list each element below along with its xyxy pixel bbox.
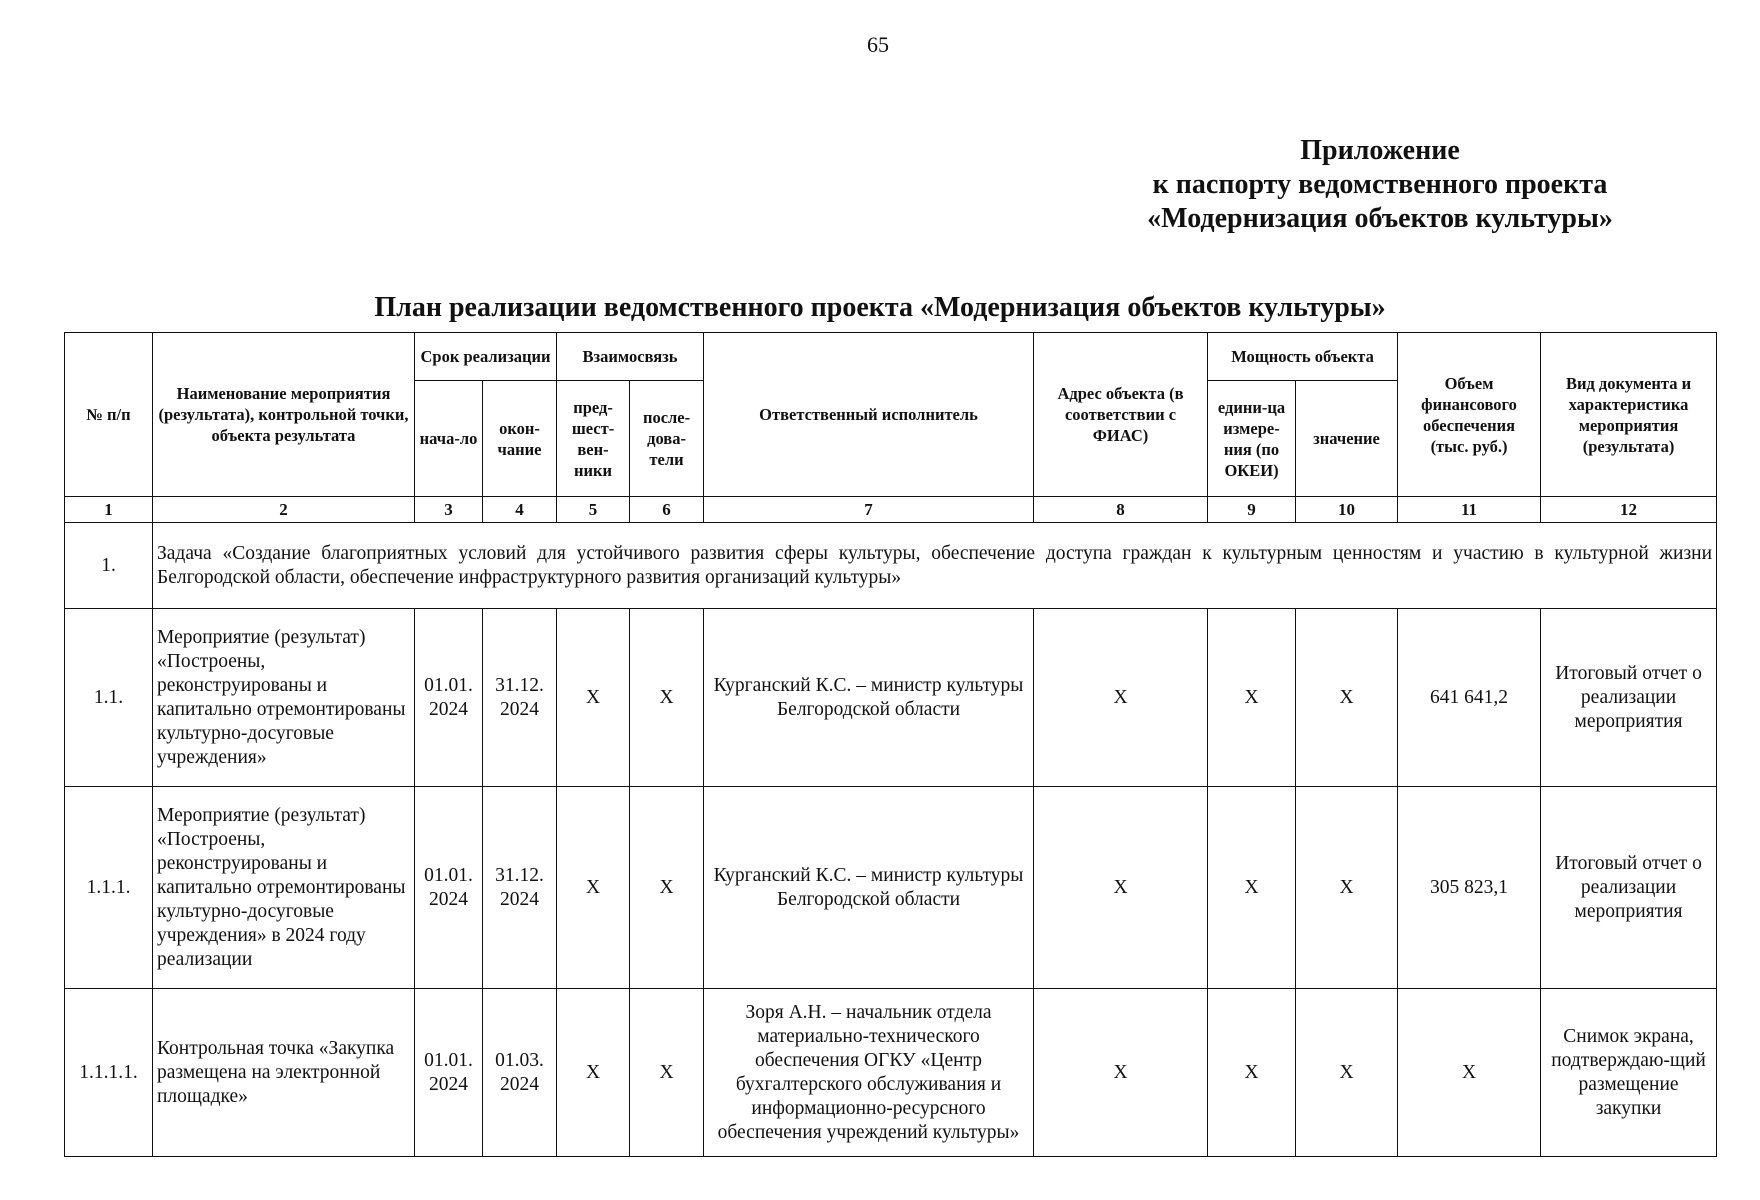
row-name: Мероприятие (результат) «Построены, реконструированы и капитально отремонтированы культурно-досуговые учреждения» — [153, 609, 415, 787]
row-start: 01.01. 2024 — [415, 609, 483, 787]
header-link: Взаимосвязь — [557, 333, 704, 381]
plan-title: План реализации ведомственного проекта «Модернизация объектов культуры» — [374, 292, 1386, 323]
column-number: 10 — [1296, 497, 1398, 523]
table-row — [65, 787, 1717, 989]
row-value: X — [1296, 989, 1398, 1157]
header-address: Адрес объекта (в соответствии с ФИАС) — [1034, 333, 1208, 497]
row-start: 01.01. 2024 — [415, 989, 483, 1157]
task-text: Задача «Создание благоприятных условий для устойчивого развития сферы культуры, обеспечение доступа граждан к культурным ценностям и участию в культурной жизни Белгородской области, обеспечение инфраструктурного развития организаций культуры» — [153, 523, 1717, 609]
row-doc: Итоговый отчет о реализации мероприятия — [1541, 609, 1717, 787]
header-period: Срок реализации — [415, 333, 557, 381]
row-succ: X — [630, 787, 704, 989]
table-row — [65, 609, 1717, 787]
column-number: 7 — [704, 497, 1034, 523]
row-num: 1.1.1. — [65, 787, 153, 989]
header-pred: пред-шест-вен-ники — [557, 381, 630, 497]
column-number: 9 — [1208, 497, 1296, 523]
row-name: Мероприятие (результат) «Построены, реконструированы и капитально отремонтированы культурно-досуговые учреждения» в 2024 году реализации — [153, 787, 415, 989]
plan-table — [64, 332, 1717, 1157]
header-executor: Ответственный исполнитель — [704, 333, 1034, 497]
row-unit: X — [1208, 609, 1296, 787]
row-doc: Итоговый отчет о реализации мероприятия — [1541, 787, 1717, 989]
column-number: 11 — [1398, 497, 1541, 523]
row-value: X — [1296, 787, 1398, 989]
table-header-row — [65, 333, 1717, 381]
header-start: нача-ло — [415, 381, 483, 497]
row-value: X — [1296, 609, 1398, 787]
row-funding: 641 641,2 — [1398, 609, 1541, 787]
row-end: 31.12. 2024 — [483, 609, 557, 787]
row-num: 1.1.1.1. — [65, 989, 153, 1157]
column-number: 4 — [483, 497, 557, 523]
row-unit: X — [1208, 787, 1296, 989]
header-doc: Вид документа и характеристика мероприятия (результата) — [1541, 333, 1717, 497]
row-doc: Снимок экрана, подтверждаю-щий размещение закупки — [1541, 989, 1717, 1157]
appendix-line-2: к паспорту ведомственного проекта — [1152, 169, 1608, 200]
column-number: 6 — [630, 497, 704, 523]
row-start: 01.01. 2024 — [415, 787, 483, 989]
column-number: 1 — [65, 497, 153, 523]
row-funding: X — [1398, 989, 1541, 1157]
row-name: Контрольная точка «Закупка размещена на электронной площадке» — [153, 989, 415, 1157]
row-address: X — [1034, 609, 1208, 787]
header-funding: Объем финансового обеспечения (тыс. руб.) — [1398, 333, 1541, 497]
row-pred: X — [557, 989, 630, 1157]
header-end: окон-чание — [483, 381, 557, 497]
header-unit: едини-ца измере-ния (по ОКЕИ) — [1208, 381, 1296, 497]
row-pred: X — [557, 787, 630, 989]
row-end: 01.03. 2024 — [483, 989, 557, 1157]
row-end: 31.12. 2024 — [483, 787, 557, 989]
column-number-row — [65, 497, 1717, 523]
column-number: 5 — [557, 497, 630, 523]
page-number: 65 — [867, 32, 889, 57]
header-succ: после-дова-тели — [630, 381, 704, 497]
row-funding: 305 823,1 — [1398, 787, 1541, 989]
header-name: Наименование мероприятия (результата), контрольной точки, объекта результата — [153, 333, 415, 497]
column-number: 8 — [1034, 497, 1208, 523]
row-executor: Курганский К.С. – министр культуры Белгородской области — [704, 787, 1034, 989]
appendix-heading — [1100, 134, 1660, 236]
header-num: № п/п — [65, 333, 153, 497]
row-executor: Зоря А.Н. – начальник отдела материально-технического обеспечения ОГКУ «Центр бухгалтерского обслуживания и информационно-ресурсного обеспечения учреждений культуры» — [704, 989, 1034, 1157]
header-value: значение — [1296, 381, 1398, 497]
column-number: 2 — [153, 497, 415, 523]
row-address: X — [1034, 787, 1208, 989]
table-row — [65, 989, 1717, 1157]
row-succ: X — [630, 989, 704, 1157]
task-row — [65, 523, 1717, 609]
task-num: 1. — [65, 523, 153, 609]
row-succ: X — [630, 609, 704, 787]
header-capacity: Мощность объекта — [1208, 333, 1398, 381]
row-address: X — [1034, 989, 1208, 1157]
row-unit: X — [1208, 989, 1296, 1157]
row-executor: Курганский К.С. – министр культуры Белгородской области — [704, 609, 1034, 787]
row-num: 1.1. — [65, 609, 153, 787]
appendix-line-3: «Модернизация объектов культуры» — [1147, 203, 1613, 234]
row-pred: X — [557, 609, 630, 787]
appendix-line-1: Приложение — [1300, 135, 1460, 166]
column-number: 12 — [1541, 497, 1717, 523]
column-number: 3 — [415, 497, 483, 523]
